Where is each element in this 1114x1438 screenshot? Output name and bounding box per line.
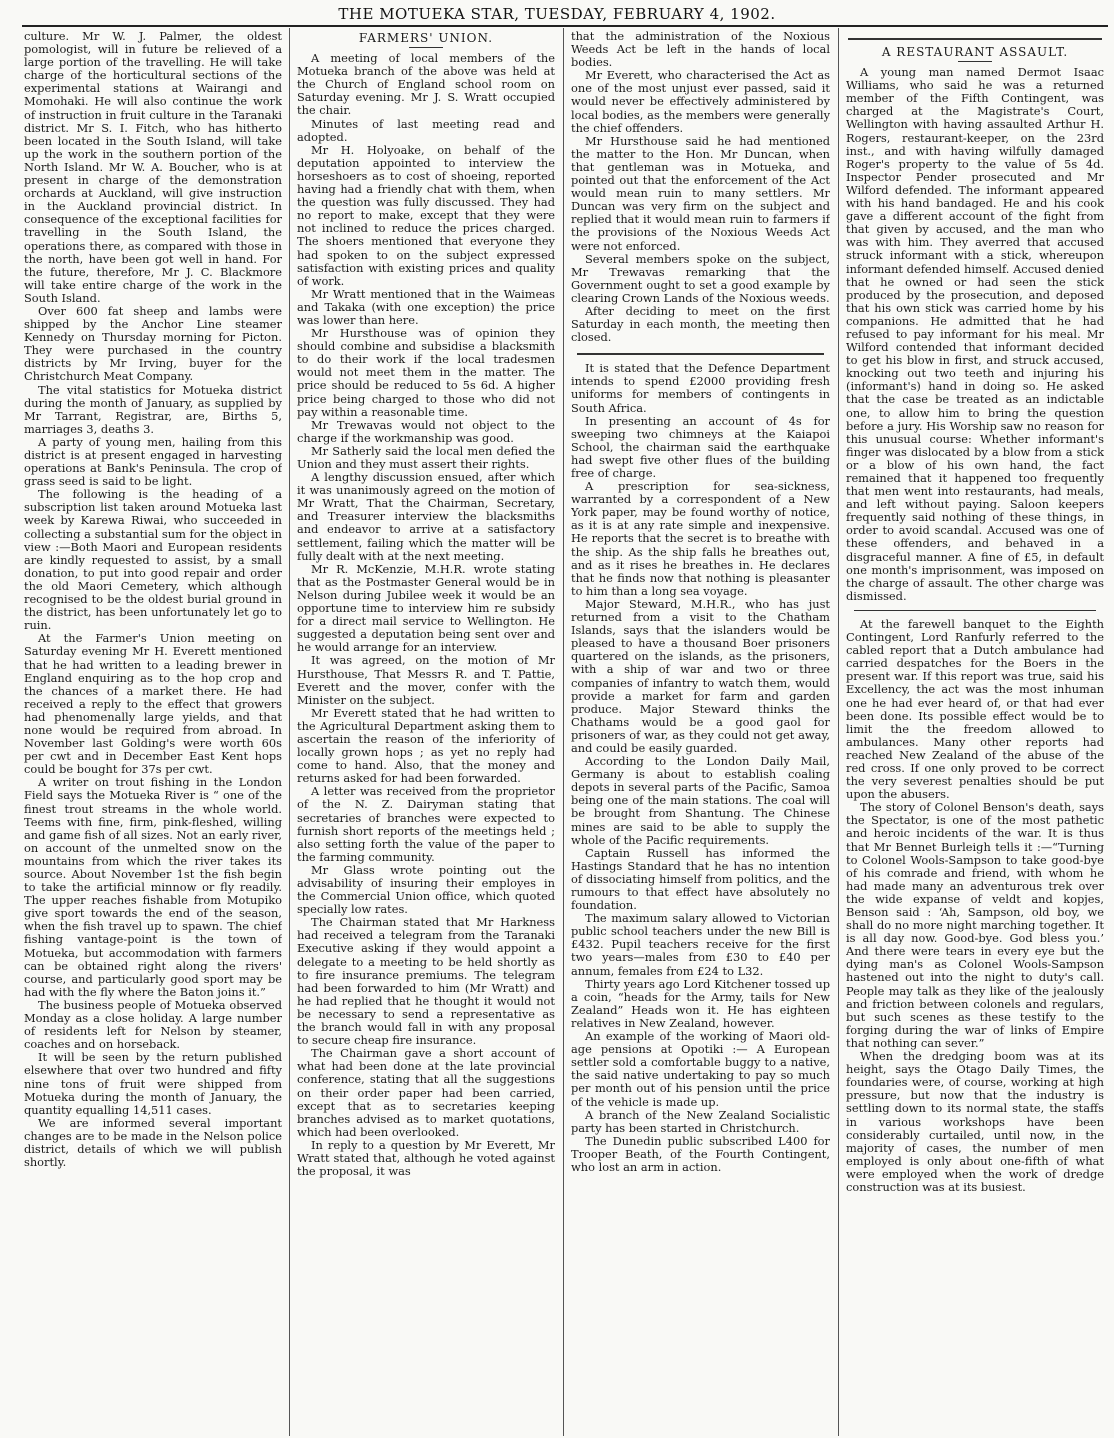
- article-paragraph: Mr Hursthouse said he had mentioned the matter to the Hon. Mr Duncan, when that gentleman was in Motueka, and pointed out that the enforcement of the Act would mean ruin to many settlers. Mr Duncan was very firm on the subject and replied that it would mean ruin to farmers if the provisions of the Noxious Weeds Act were not enforced.: [571, 133, 830, 253]
- article-heading: A RESTAURANT ASSAULT.: [881, 45, 1069, 59]
- article-paragraph: A branch of the New Zealand Socialistic party has been started in Christchurch.: [571, 1107, 830, 1135]
- article-paragraph: It was agreed, on the motion of Mr Hursthouse, That Messrs R. and T. Pattie, Everett and the mover, confer with the Minister on the subject.: [297, 653, 555, 707]
- article-paragraph: A young man named Dermot Isaac Williams, who said he was a returned member of the Fifth Contingent, was charged at the Magistrate's Court, Wellington with having assaulted Arthur H. Rogers, restaurant-keeper, on the 23rd inst., and with having wilfully damaged Roger's property to the value of 5s 4d. Inspector Pender prosecuted and Mr Wilford defended. The informant appeared with his hand bandaged. He and his cook gave a different account of the fight from that given by accused, and the man who was with him. They averred that accused struck informant with a stick, whereupon informant defended himself. Accused denied that he owned or had seen the stick produced by the prosecution, and deposed that his own stick was carried home by his companions. He admitted that he had refused to pay informant for his meal. Mr Wilford contended that informant decided to get his blow in first, and struck accused, knocking out two teeth and injuring his (informant's) hand in doing so. He asked that the case be treated as an indictable one, to allow him to bring the question before a jury. His Worship saw no reason for this unusual course: Whether informant's finger was dislocated by a blow from a stick or a blow of his own hand, the fact remained that it happened too frequently that men went into restaurants, had meals, and left without paying. Saloon keepers frequently said nothing of these things, in order to avoid scandal. Accused was one of these offenders, and behaved in a disgraceful manner. A fine of £5, in default one month's imprisonment, was imposed on the charge of assault. The other charge was dismissed.: [846, 65, 1104, 603]
- article-paragraph: An example of the working of Maori old-age pensions at Opotiki :— A European settler sold a comfortable buggy to a native, the said native undertaking to pay so much per month out of his pension until the price of the vehicle is made up.: [571, 1029, 830, 1109]
- article-paragraph: Mr Glass wrote pointing out the advisability of insuring their employes in the Commercial Union office, which quoted specially low rates.: [297, 862, 555, 917]
- article-paragraph: Captain Russell has informed the Hastings Standard that he has no intention of dissociating himself from politics, and the rumours to that effect have absolutely no foundation.: [571, 845, 830, 913]
- article-paragraph: The following is the heading of a subscription list taken around Motueka last week by Karewa Riwai, who succeeded in collecting a substantial sum for the object in view :—Both Maori and European residents are kindly requested to assist, by a small donation, to put into good repair and order the old Maori Cemetery, which although recognised to be the oldest burial ground in the district, has been unfortunately let go to ruin.: [24, 487, 282, 633]
- article-paragraph: Mr Everett stated that he had written to the Agricultural Department asking them to ascertain the reason of the inferiority of locally grown hops ; as yet no reply had come to hand. Also, that the money and returns asked for had been forwarded.: [297, 705, 555, 786]
- column-2: [297, 30, 555, 1435]
- column-1: [24, 30, 282, 1435]
- column-3: [571, 30, 830, 1435]
- article-paragraph: At the farewell banquet to the Eighth Contingent, Lord Ranfurly referred to the cabled report that a Dutch ambulance had carried despatches for the Boers in the present war. If this report was true, said his Excellency, the act was the most inhuman one he had ever heard of, or that had ever been done. Its possible effect would be to limit the the freedom allowed to ambulances. Many other reports had reached New Zealand of the abuse of the red cross. If one only proved to be correct the very severest penalties should be put upon the abusers.: [846, 616, 1104, 802]
- article-paragraph: A writer on trout fishing in the London Field says the Motueka River is “ one of the finest trout streams in the whole world. Teems with fine, firm, pink-fleshed, willing and game fish of all sizes. Not an early river, on account of the unmelted snow on the mountains from which the river takes its source. About November 1st the fish begin to take the artificial minnow or fly readily. The upper reaches fishable from Motupiko give sport towards the end of the season, when the fish travel up to spawn. The chief fishing vantage-point is the town of Motueka, but accommodation with farmers can be obtained right along the rivers' course, and particularly good sport may be had with the fly where the Baton joins it.”: [24, 775, 282, 999]
- article-paragraph: A letter was received from the proprietor of the N. Z. Dairyman stating that secretaries of branches were expected to furnish short reports of the meetings held ; also setting forth the value of the paper to the farming community.: [297, 784, 555, 864]
- article-separator: [848, 38, 1102, 40]
- article-paragraph: Mr R. McKenzie, M.H.R. wrote stating that as the Postmaster General would be in Nelson during Jubilee week it would be an opportune time to interview him re subsidy for a direct mail service to Wellington. He suggested a deputation being sent over and he would arrange for an interview.: [297, 561, 555, 655]
- heading-rule: [409, 47, 443, 48]
- article-paragraph: A lengthy discussion ensued, after which it was unanimously agreed on the motion of Mr Wratt, That the Chairman, Secretary, and Treasurer interview the blacksmiths and endeavor to arrive at a satisfactory settlement, failing which the matter will be fully dealt with at the next meeting.: [297, 470, 555, 563]
- article-paragraph: The story of Colonel Benson's death, says the Spectator, is one of the most pathetic and heroic incidents of the war. It is thus that Mr Bennet Burleigh tells it :—“Turning to Colonel Wools-Sampson to take good-bye of his comrade and friend, with whom he had made many an adventurous trek over the wide expanse of veldt and kopjes, Benson said : ‘Ah, Sampson, old boy, we shall do no more night marching together. It is all day now. Good-bye. God bless you.’ And there were tears in every eye but the dying man's as Colonel Wools-Sampson hastened out into the night to duty's call. People may talk as they like of the jealously and friction between colonels and regulars, but such scenes as these testify to the forging during the war of links of Empire that nothing can sever.”: [846, 800, 1104, 1050]
- article-paragraph: Thirty years ago Lord Kitchener tossed up a coin, “heads for the Army, tails for New Zealand” Heads won it. He has eighteen relatives in New Zealand, however.: [571, 976, 830, 1030]
- article-paragraph: The Chairman stated that Mr Harkness had received a telegram from the Taranaki Executive asking if they would appoint a delegate to a meeting to be held shortly as to fire insurance premiums. The telegram had been forwarded to him (Mr Wratt) and he had replied that he thought it would not be necessary to send a representative as the branch would fall in with any proposal to secure cheap fire insurance.: [297, 915, 555, 1048]
- article-paragraph: Minutes of last meeting read and adopted.: [297, 116, 555, 144]
- article-heading: FARMERS' UNION.: [358, 31, 494, 45]
- column-divider: [289, 28, 290, 1436]
- heading-rule: [958, 61, 992, 62]
- column-4: [846, 30, 1104, 1435]
- article-paragraph: that the administration of the Noxious Weeds Act be left in the hands of local bodies.: [571, 30, 830, 70]
- article-paragraph: A meeting of local members of the Motueka branch of the above was held at the Church of England school room on Saturday evening. Mr J. S. Wratt occupied the chair.: [297, 51, 555, 118]
- masthead-rule: [22, 25, 1108, 27]
- article-separator: [854, 610, 1096, 611]
- article-paragraph: In presenting an account of 4s for sweeping two chimneys at the Kaiapoi School, the chairman said the earthquake had swept five other flues of the building free of charge.: [571, 413, 830, 480]
- article-paragraph: The maximum salary allowed to Victorian public school teachers under the new Bill is £432. Pupil teachers receive for the first two years—males from £30 to £40 per annum, females from £24 to L32.: [571, 911, 830, 978]
- column-divider: [838, 28, 839, 1436]
- article-paragraph: Mr H. Holyoake, on behalf of the deputation appointed to interview the horseshoers as to cost of shoeing, reported having had a friendly chat with them, when the question was fully discussed. They had no report to make, except that they were not inclined to reduce the prices charged. The shoers mentioned that everyone they had spoken to on the subject expressed satisfaction with existing prices and quality of work.: [297, 142, 555, 288]
- article-paragraph: In reply to a question by Mr Everett, Mr Wratt stated that, although he voted against the proposal, it was: [297, 1137, 555, 1179]
- column-divider: [563, 28, 564, 1436]
- article-paragraph: Several members spoke on the subject, Mr Trewavas remarking that the Government ought to set a good example by clearing Crown Lands of the Noxious weeds.: [571, 251, 830, 305]
- article-paragraph: The vital statistics for Motueka district during the month of January, as supplied by Mr Tarrant, Registrar, are, Births 5, marriages 3, deaths 3.: [24, 382, 282, 436]
- masthead: THE MOTUEKA STAR, TUESDAY, FEBRUARY 4, 1902.: [338, 5, 776, 23]
- article-paragraph: Major Steward, M.H.R., who has just returned from a visit to the Chatham Islands, says that the islanders would be pleased to have a thousand Boer prisoners quartered on the islands, as the prisoners, with a ship of war and two or three companies of infantry to watch them, would provide a market for farm and garden produce. Major Steward thinks the Chathams would be a good gaol for prisoners of war, as they could not get away, and could be easily guarded.: [571, 596, 830, 755]
- article-paragraph: After deciding to meet on the first Saturday in each month, the meeting then closed.: [571, 303, 830, 345]
- article-paragraph: A prescription for sea-sickness, warranted by a correspondent of a New York paper, may be found worthy of notice, as it is at any rate simple and inexpensive. He reports that the secret is to breathe with the ship. As the ship falls he breathes out, and as it rises he breathes in. He declares that he finds now that nothing is pleasanter to him than a long sea voyage.: [571, 479, 830, 598]
- article-paragraph: The Chairman gave a short account of what had been done at the late provincial conference, stating that all the suggestions on their order paper had been carried, except that as to secretaries keeping branches advised as to market quotations, which had been overlooked.: [297, 1046, 555, 1139]
- article-paragraph: The Dunedin public subscribed L400 for Trooper Beath, of the Fourth Contingent, who lost an arm in action.: [571, 1133, 830, 1174]
- article-paragraph: At the Farmer's Union meeting on Saturday evening Mr H. Everett mentioned that he had written to a leading brewer in England enquiring as to the hop crop and the chances of a market there. He had received a reply to the effect that growers had phenomenally large yields, and that none would be required from abroad. In November last Golding's were worth 60s per cwt and in December East Kent hops could be bought for 37s per cwt.: [24, 631, 282, 777]
- article-paragraph: According to the London Daily Mail, Germany is about to establish coaling depots in several parts of the Pacific, Samoa being one of the main stations. The coal will be brought from Shantung. The Chinese mines are said to be able to supply the whole of the Pacific requirements.: [571, 754, 830, 847]
- article-paragraph: Over 600 fat sheep and lambs were shipped by the Anchor Line steamer Kennedy on Thursday morning for Picton. They were purchased in the country districts by Mr Irving, buyer for the Christchurch Meat Company.: [24, 303, 282, 384]
- article-paragraph: Mr Trewavas would not object to the charge if the workmanship was good.: [297, 417, 555, 445]
- article-paragraph: When the dredging boom was at its height, says the Otago Daily Times, the foundaries were, of course, working at high pressure, but now that the industry is settling down to its normal state, the staffs in various workshops have been considerably curtailed, until now, in the majority of cases, the number of men employed is only about one-fifth of what were employed when the work of dredge construction was at its busiest.: [846, 1049, 1104, 1194]
- article-paragraph: It is stated that the Defence Department intends to spend £2000 providing fresh uniforms for members of contingents in South Africa.: [571, 361, 830, 415]
- article-paragraph: culture. Mr W. J. Palmer, the oldest pomologist, will in future be relieved of a large portion of the travelling. He will take charge of the horticultural sections of the experimental stations at Wairangi and Momohaki. He will also continue the work of instruction in fruit culture in the Taranaki district. Mr S. I. Fitch, who has hitherto been located in the South Island, will take up the work in the southern portion of the North Island. Mr W. A. Boucher, who is at present in charge of the demonstration orchards at Auckland, will give instruction in the Auckland provincial district. In consequence of the exceptional facilities for travelling in the South Island, the operations there, as compared with those in the north, have been got well in hand. For the future, therefore, Mr J. C. Blackmore will take entire charge of the work in the South Island.: [24, 30, 282, 305]
- article-paragraph: Mr Everett, who characterised the Act as one of the most unjust ever passed, said it would never be effectively administered by local bodies, as the members were generally the chief offenders.: [571, 68, 830, 135]
- article-paragraph: A party of young men, hailing from this district is at present engaged in harvesting operations at Bank's Peninsula. The crop of grass seed is said to be light.: [24, 434, 282, 489]
- article-paragraph: We are informed several important changes are to be made in the Nelson police district, details of which we will publish shortly.: [24, 1115, 282, 1170]
- article-paragraph: Mr Wratt mentioned that in the Waimeas and Takaka (with one exception) the price was lower than here.: [297, 286, 555, 327]
- article-separator: [577, 353, 824, 355]
- article-paragraph: Mr Hursthouse was of opinion they should combine and subsidise a blacksmith to do their work if the local tradesmen would not meet them in the matter. The price should be reduced to 5s 6d. A higher price being charged to those who did not pay within a reasonable time.: [297, 326, 555, 419]
- article-paragraph: The business people of Motueka observed Monday as a close holiday. A large number of residents left for Nelson by steamer, coaches and on horseback.: [24, 997, 282, 1052]
- article-paragraph: Mr Satherly said the local men defied the Union and they must assert their rights.: [297, 443, 555, 471]
- article-paragraph: It will be seen by the return published elsewhere that over two hundred and fifty nine tons of fruit were shipped from Motueka during the month of January, the quantity equalling 14,511 cases.: [24, 1050, 282, 1117]
